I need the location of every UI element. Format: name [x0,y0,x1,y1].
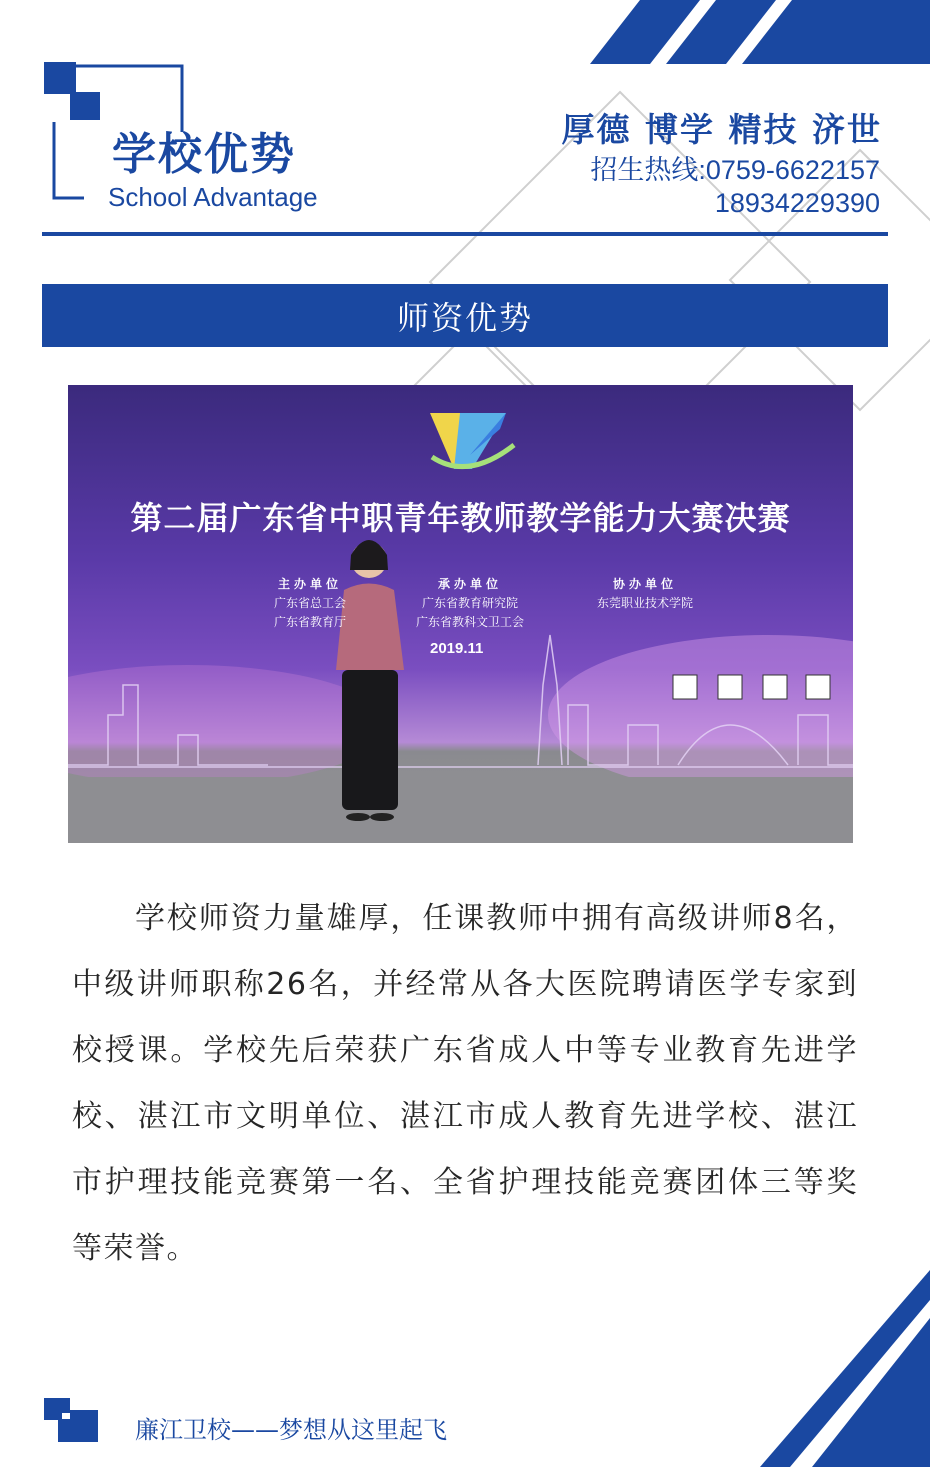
school-motto: 厚德 博学 精技 济世 [561,110,882,149]
section-title: 师资优势 [396,298,533,337]
hotline-phone-2: 18934229390 [714,188,880,218]
teacher-photo [68,385,853,843]
header-divider [42,232,888,236]
enrollment-hotline [590,154,880,220]
organizer-host: 主办单位 广东省总工会 广东省教育厅 [273,577,346,629]
organizer-co-host: 协办单位 东莞职业技术学院 [596,577,693,610]
photo-banner-title: 第二届广东省中职青年教师教学能力大赛决赛 [130,499,791,537]
faculty-description: 学校师资力量雄厚，任课教师中拥有高级讲师8名，中级讲师职称26名，并经常从各大医院聘请医学专家到校授课。学校先后荣获广东省成人中等专业教育先进学校、湛江市文明单位、湛江市成人教育先进学校、湛江市护理技能竞赛第一名、全省护理技能竞赛团体三等奖等荣誉。 [72,901,858,1266]
hotline-phone-1: 招生热线:0759-6622157 [590,155,880,185]
page-subtitle: School Advantage [108,182,318,212]
footer-logo-icon [44,1398,100,1444]
section-banner [42,284,888,347]
contest-logo-icon [430,413,514,469]
organizer-undertaker: 承办单位 广东省教育研究院 广东省教科文卫工会 [415,577,524,629]
footer-slogan: 廉江卫校——梦想从这里起飞 [135,1416,447,1444]
page-title: 学校优势 [112,129,296,180]
event-date: 2019.11 [430,640,484,657]
